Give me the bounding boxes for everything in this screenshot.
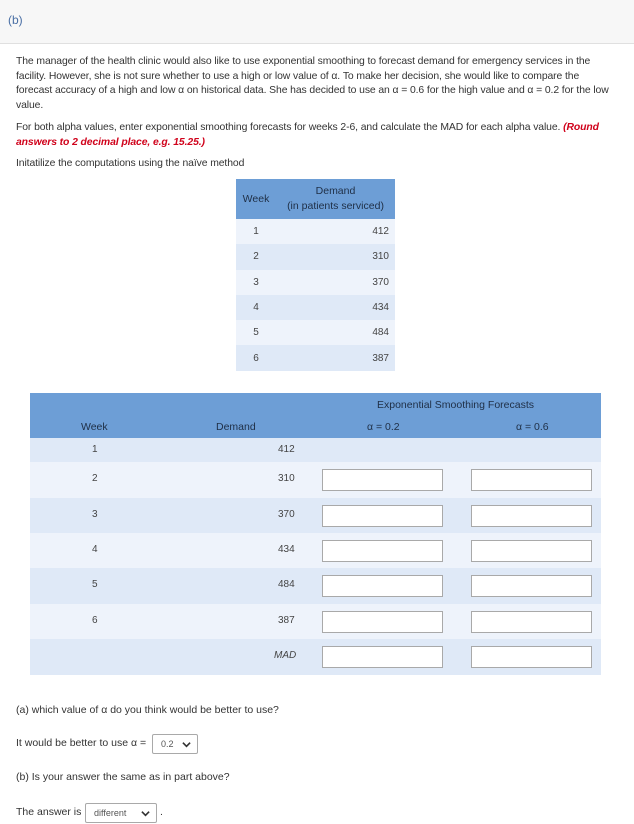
demand-cell: 370 [278,509,295,520]
demand-header-line1: Demand [315,185,356,197]
demand-cell: 412 [276,219,395,244]
mad-label: MAD [274,650,297,661]
mad-row [30,639,601,675]
forecast-table [30,393,601,675]
table-row [236,244,395,269]
forecast-alpha-low-week3-input[interactable] [322,505,443,527]
alpha-low-column-header: α = 0.2 [367,421,400,433]
instruction-paragraph [16,121,616,150]
demand-cell: 387 [278,615,295,626]
mad-alpha-low-input[interactable] [322,646,443,668]
table-row [236,270,395,295]
demand-table [236,179,395,371]
demand-table-demand-header [276,179,395,219]
answer-b-select[interactable] [85,803,157,823]
forecast-alpha-low-week6-input[interactable] [322,611,443,633]
forecast-alpha-low-week2-input[interactable] [322,469,443,491]
table-row [236,219,395,244]
table-row [30,604,601,639]
week-cell: 2 [236,244,276,269]
demand-cell: 484 [276,320,395,345]
alpha-choice-select[interactable] [152,734,198,754]
week-cell: 5 [236,320,276,345]
table-row [236,320,395,345]
week-cell: 5 [92,579,98,590]
table-row [30,568,601,604]
forecast-group-header-row [30,393,601,418]
question-b: (b) Is your answer the same as in part above? [16,771,230,783]
rounding-note: (Round answers to 2 decimal place, e.g. 15.25.) [16,122,599,148]
forecast-alpha-high-week2-input[interactable] [471,469,592,491]
demand-cell: 310 [276,244,395,269]
alpha-choice-value: 0.2 [161,739,174,749]
table-row [236,345,395,370]
forecast-alpha-low-week4-input[interactable] [322,540,443,562]
chevron-down-icon [141,809,150,818]
table-row [30,533,601,568]
table-row [30,462,601,498]
week-cell: 3 [236,270,276,295]
demand-cell: 370 [276,270,395,295]
answer-b-period: . [160,806,163,818]
demand-header-line2: (in patients serviced) [287,200,384,212]
forecast-column-header-row [30,418,601,438]
demand-cell: 310 [278,473,295,484]
forecast-group-header: Exponential Smoothing Forecasts [377,399,535,411]
demand-cell: 484 [278,579,295,590]
week-cell: 6 [92,615,98,626]
week-cell: 1 [92,444,98,455]
initialize-note: Initatilize the computations using the naïve method [16,158,245,169]
answer-b-label: The answer is [16,806,82,818]
demand-cell: 412 [278,444,295,455]
week-cell: 6 [236,345,276,370]
mad-alpha-high-input[interactable] [471,646,592,668]
demand-cell: 387 [276,345,395,370]
week-cell: 2 [92,473,98,484]
forecast-alpha-high-week6-input[interactable] [471,611,592,633]
demand-cell: 434 [276,295,395,320]
table-row [236,295,395,320]
forecast-alpha-high-week3-input[interactable] [471,505,592,527]
forecast-alpha-high-week4-input[interactable] [471,540,592,562]
part-header [0,0,634,44]
table-row [30,438,601,462]
demand-column-header: Demand [216,421,256,433]
week-cell: 4 [236,295,276,320]
demand-cell: 434 [278,544,295,555]
answer-a-label: It would be better to use α = [16,737,147,749]
week-cell: 4 [92,544,98,555]
intro-paragraph: The manager of the health clinic would also like to use exponential smoothing to forecast demand for emergency services in the facility. However, she is not sure whether to use a high or low value of α. To make her decision, she would like to compare the forecast accuracy of a high and low α on historical data. She has decided to use an α = 0.6 for the high value and α = 0.2 for the low value. [16,56,609,111]
forecast-alpha-low-week5-input[interactable] [322,575,443,597]
forecast-alpha-high-week5-input[interactable] [471,575,592,597]
part-label: (b) [8,13,23,27]
answer-b-value: different [94,808,127,818]
instruction-text: For both alpha values, enter exponential smoothing forecasts for weeks 2-6, and calculate the MAD for each alpha value. [16,122,561,133]
week-cell: 3 [92,509,98,520]
week-column-header: Week [81,421,108,433]
week-cell: 1 [236,219,276,244]
question-a: (a) which value of α do you think would be better to use? [16,704,279,716]
alpha-high-column-header: α = 0.6 [516,421,549,433]
table-row [30,498,601,533]
chevron-down-icon [182,740,191,749]
demand-table-week-header: Week [236,179,276,219]
